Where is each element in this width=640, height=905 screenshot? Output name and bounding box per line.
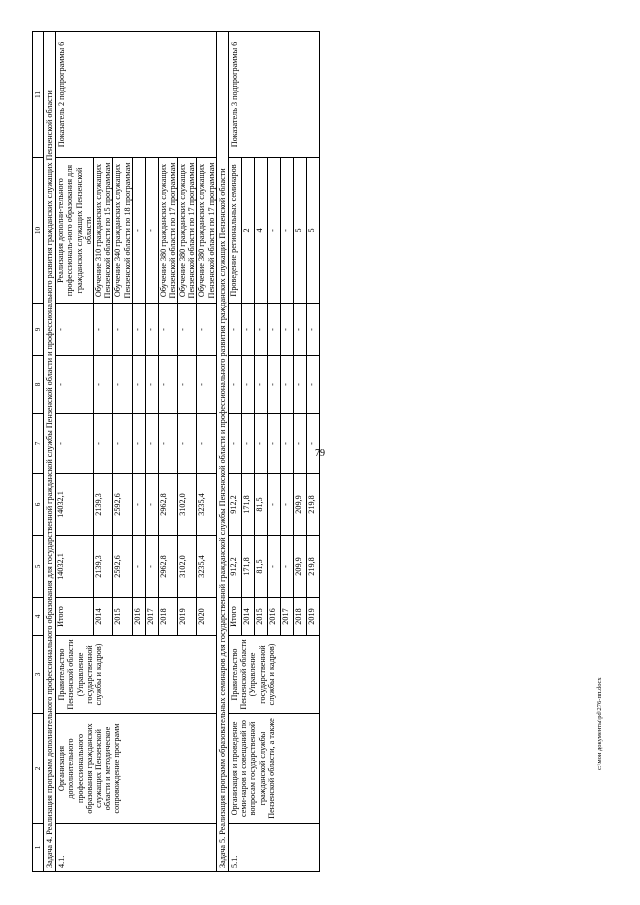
amount-cell: 3102,0 (178, 536, 197, 598)
result-cell: Обучение 380 гражданских служащих Пензенской области по 17 программам (178, 158, 197, 304)
year-cell: Итого (56, 598, 94, 636)
amount-cell: 209,9 (294, 536, 307, 598)
amount-cell: - (56, 356, 94, 414)
col-header: 2 (33, 714, 44, 824)
table-row (56, 32, 94, 872)
amount-cell: - (158, 414, 177, 474)
amount-cell: 3102,0 (178, 474, 197, 536)
amount-cell: - (93, 414, 112, 474)
item-number: 4.1. (56, 824, 217, 872)
year-cell: 2017 (145, 598, 158, 636)
amount-cell: - (145, 356, 158, 414)
amount-cell: - (132, 304, 145, 356)
amount-cell: - (56, 414, 94, 474)
amount-cell: - (113, 304, 132, 356)
result-cell: - (268, 158, 281, 304)
amount-cell: - (197, 304, 216, 356)
year-cell: 2018 (158, 598, 177, 636)
amount-cell: 2592,6 (113, 536, 132, 598)
amount-cell: - (268, 304, 281, 356)
year-cell: 2018 (294, 598, 307, 636)
year-cell: 2016 (268, 598, 281, 636)
amount-cell: - (145, 536, 158, 598)
amount-cell: - (132, 474, 145, 536)
year-cell: 2020 (197, 598, 216, 636)
col-header: 4 (33, 598, 44, 636)
amount-cell: - (242, 356, 255, 414)
amount-cell: 81,5 (255, 536, 268, 598)
amount-cell: 912,2 (229, 536, 242, 598)
result-cell: - (132, 158, 145, 304)
amount-cell: - (281, 414, 294, 474)
amount-cell: 912,2 (229, 474, 242, 536)
amount-cell: 3235,4 (197, 474, 216, 536)
amount-cell: - (145, 304, 158, 356)
amount-cell: - (255, 304, 268, 356)
amount-cell: 2962,8 (158, 474, 177, 536)
amount-cell: - (229, 356, 242, 414)
amount-cell: 2139,3 (93, 536, 112, 598)
amount-cell: 219,8 (307, 474, 320, 536)
col-header: 3 (33, 636, 44, 714)
amount-cell: - (255, 356, 268, 414)
col-header: 5 (33, 536, 44, 598)
year-cell: Итого (229, 598, 242, 636)
amount-cell: - (158, 356, 177, 414)
amount-cell: 2139,3 (93, 474, 112, 536)
amount-cell: - (268, 414, 281, 474)
task5-title: Задача 5. Реализация программ образовательных семинаров для государственной гражданской службы Пензенской области и профессионального развития гражданских служащих Пензенской области (216, 32, 228, 872)
amount-cell: - (281, 474, 294, 536)
amount-cell: - (268, 474, 281, 536)
activity-name: Организация дополнительного профессионального образования гражданских служащих Пензенской области и методическое сопровождение программ (56, 714, 217, 824)
amount-cell: 2962,8 (158, 536, 177, 598)
col-header: 10 (33, 158, 44, 304)
col-header: 8 (33, 356, 44, 414)
amount-cell: 171,8 (242, 474, 255, 536)
amount-cell: - (268, 356, 281, 414)
year-cell: 2014 (93, 598, 112, 636)
result-cell: Обучение 380 гражданских служащих Пензенской области по 17 программам (197, 158, 216, 304)
amount-cell: - (113, 356, 132, 414)
amount-cell: - (178, 356, 197, 414)
result-cell: 2 (242, 158, 255, 304)
amount-cell: - (158, 304, 177, 356)
result-cell: 5 (294, 158, 307, 304)
amount-cell: - (197, 414, 216, 474)
amount-cell: - (113, 414, 132, 474)
amount-cell: 209,9 (294, 474, 307, 536)
amount-cell: 14032,1 (56, 536, 94, 598)
amount-cell: - (294, 414, 307, 474)
amount-cell: - (255, 414, 268, 474)
amount-cell: 14032,1 (56, 474, 94, 536)
col-header: 7 (33, 414, 44, 474)
amount-cell: - (132, 356, 145, 414)
year-cell: 2016 (132, 598, 145, 636)
year-cell: 2015 (113, 598, 132, 636)
col-header: 1 (33, 824, 44, 872)
amount-cell: - (281, 356, 294, 414)
indicator: Показатель 3 подпрограммы 6 (229, 32, 320, 158)
amount-cell: - (145, 474, 158, 536)
amount-cell: - (281, 304, 294, 356)
rotated-table-container (32, 32, 604, 872)
result-cell: Проведение региональных семинаров (229, 158, 242, 304)
activity-name: Организация и проведение семи-наров и совещаний по вопросам государственной гражданской службы Пензенской области, а также (229, 714, 320, 824)
executor: Правительство Пензенской области (Управление государственной службы и кадров) (56, 636, 217, 714)
amount-cell: - (229, 414, 242, 474)
amount-cell: - (242, 414, 255, 474)
table-row (229, 32, 242, 872)
year-cell: 2015 (255, 598, 268, 636)
year-cell: 2019 (307, 598, 320, 636)
amount-cell: - (229, 304, 242, 356)
col-header: 11 (33, 32, 44, 158)
result-cell: Реализация дополни-тельного профессиональ-ного образования для гражданских служащих Пензенской области (56, 158, 94, 304)
amount-cell: - (268, 536, 281, 598)
year-cell: 2019 (178, 598, 197, 636)
amount-cell: - (178, 304, 197, 356)
col-header: 6 (33, 474, 44, 536)
amount-cell: 171,8 (242, 536, 255, 598)
task4-title: Задача 4. Реализация программ дополнительного профессионального образования для государственной гражданской службы Пензенской области и профессионального развития гражданских служащих Пензенской области (44, 32, 56, 872)
amount-cell: - (93, 356, 112, 414)
indicator: Показатель 2 подпрограммы 6 (56, 32, 217, 158)
year-cell: 2017 (281, 598, 294, 636)
amount-cell: 81,5 (255, 474, 268, 536)
item-number: 5.1. (229, 824, 320, 872)
amount-cell: - (197, 356, 216, 414)
amount-cell: - (242, 304, 255, 356)
result-cell: - (145, 158, 158, 304)
file-path: c:\мои документы\pd\276-пп.docx (596, 677, 603, 770)
amount-cell: - (145, 414, 158, 474)
program-table (32, 31, 320, 872)
col-header: 9 (33, 304, 44, 356)
amount-cell: - (132, 536, 145, 598)
task5-title-row (216, 32, 228, 872)
amount-cell: - (294, 304, 307, 356)
amount-cell: - (307, 304, 320, 356)
result-cell: 5 (307, 158, 320, 304)
executor: Правительство Пензенской области (Управление государственной службы и кадров) (229, 636, 320, 714)
result-cell: Обучение 380 гражданских служащих Пензенской области по 17 программам (158, 158, 177, 304)
amount-cell: - (281, 536, 294, 598)
amount-cell: - (132, 414, 145, 474)
amount-cell: 3235,4 (197, 536, 216, 598)
amount-cell: - (307, 414, 320, 474)
amount-cell: 219,8 (307, 536, 320, 598)
result-cell: 4 (255, 158, 268, 304)
result-cell: - (281, 158, 294, 304)
table-body (44, 32, 320, 872)
column-number-row (33, 32, 44, 872)
result-cell: Обучение 310 гражданских служащих Пензенской области по 15 программам (93, 158, 112, 304)
amount-cell: - (307, 356, 320, 414)
amount-cell: - (178, 414, 197, 474)
amount-cell: - (56, 304, 94, 356)
amount-cell: - (93, 304, 112, 356)
amount-cell: 2592,6 (113, 474, 132, 536)
page-number: 79 (315, 448, 325, 459)
task4-title-row (44, 32, 56, 872)
result-cell: Обучение 340 гражданских служащих Пензенской области по 18 программам (113, 158, 132, 304)
year-cell: 2014 (242, 598, 255, 636)
amount-cell: - (294, 356, 307, 414)
